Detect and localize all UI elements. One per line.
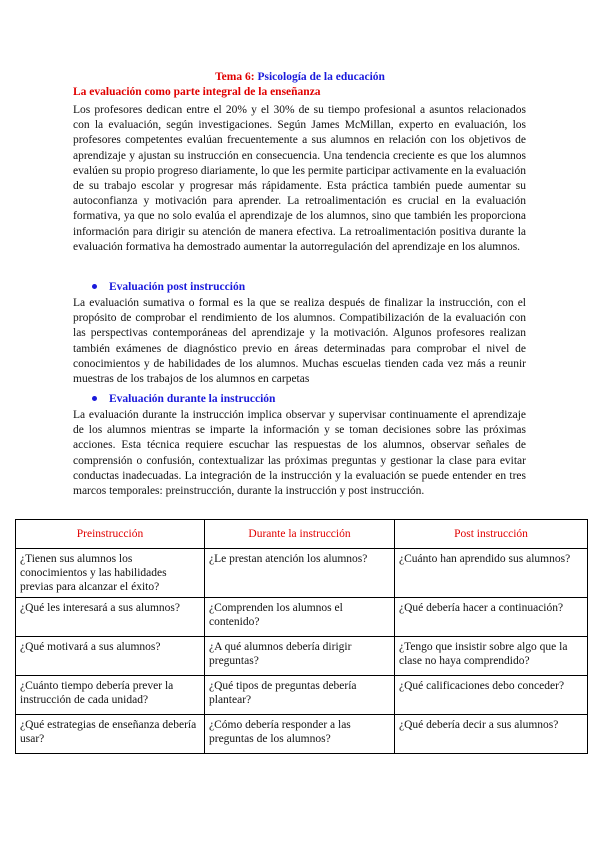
table-header: Durante la instrucción bbox=[205, 520, 395, 549]
table-cell: ¿Comprenden los alumnos el contenido? bbox=[205, 598, 395, 637]
table-cell: ¿Tienen sus alumnos los conocimientos y las habilidades previas para alcanzar el éxito? bbox=[16, 549, 205, 598]
table-cell: ¿Qué debería decir a sus alumnos? bbox=[395, 715, 588, 754]
table-cell: ¿Cuánto tiempo debería prever la instrucción de cada unidad? bbox=[16, 676, 205, 715]
table-row bbox=[16, 637, 588, 676]
table-row bbox=[16, 598, 588, 637]
table-cell: ¿A qué alumnos debería dirigir preguntas? bbox=[205, 637, 395, 676]
table-cell: ¿Qué tipos de preguntas debería plantear? bbox=[205, 676, 395, 715]
bullet-label: Evaluación post instrucción bbox=[109, 281, 246, 293]
title-accent: Psicología de la educación bbox=[257, 71, 385, 83]
bullet-durante-instruccion bbox=[92, 393, 275, 405]
table-row bbox=[16, 549, 588, 598]
paragraph-intro: Los profesores dedican entre el 20% y el 30% de su tiempo profesional a asuntos relacionados con la evaluación, según investigaciones. Según James McMillan, experto en evaluación, los profesores competentes evalúan frecuentemente a sus alumnos en relación con los objetivos de aprendizaje y ajustan su instrucción en consecuencia. Una tendencia creciente es que los alumnos evalúen su propio progreso diariamente, lo que les permite participar activamente en la evaluación de su trabajo escolar y progresar más rápidamente. Esta práctica también puede aumentar su autoconfianza y motivación para aprender. La retroalimentación es crucial en la evaluación formativa, ya que no solo evalúa el aprendizaje de los alumnos, sino que también les proporciona información para dirigir su atención de manera efectiva. La retroalimentación positiva durante la evaluación formativa ha demostrado aumentar la autorregulación del aprendizaje en los alumnos. bbox=[73, 104, 526, 253]
table-header: Post instrucción bbox=[395, 520, 588, 549]
paragraph-post: La evaluación sumativa o formal es la que se realiza después de finalizar la instrucción, con el propósito de comprobar el rendimiento de los alumnos. Compatibilización de la evaluación con las perspectivas contemporáneas del aprendizaje y la motivación. Algunos profesores realizan también exámenes de diagnóstico previo en áreas determinadas para comprobar el nivel de conocimientos y de habilidades de los alumnos. Muchas escuelas tienden cada vez más a reunir muestras de los trabajos de los alumnos en carpetas bbox=[73, 297, 526, 386]
table-cell: ¿Tengo que insistir sobre algo que la clase no haya comprendido? bbox=[395, 637, 588, 676]
table-cell: ¿Cuánto han aprendido sus alumnos? bbox=[395, 549, 588, 598]
evaluation-table bbox=[15, 519, 588, 754]
bullet-post-instruccion bbox=[92, 281, 245, 293]
bullet-dot-icon bbox=[92, 396, 97, 401]
table-header-row bbox=[16, 520, 588, 549]
table-cell: ¿Qué estrategias de enseñanza debería usar? bbox=[16, 715, 205, 754]
document-title bbox=[0, 71, 600, 83]
table-cell: ¿Qué motivará a sus alumnos? bbox=[16, 637, 205, 676]
bullet-dot-icon bbox=[92, 284, 97, 289]
table-header: Preinstrucción bbox=[16, 520, 205, 549]
table-cell: ¿Le prestan atención los alumnos? bbox=[205, 549, 395, 598]
table-cell: ¿Cómo debería responder a las preguntas de los alumnos? bbox=[205, 715, 395, 754]
bullet-label: Evaluación durante la instrucción bbox=[109, 393, 276, 405]
title-prefix: Tema 6: bbox=[215, 71, 258, 83]
section-heading: La evaluación como parte integral de la enseñanza bbox=[73, 86, 321, 98]
table-cell: ¿Qué debería hacer a continuación? bbox=[395, 598, 588, 637]
table-cell: ¿Qué les interesará a sus alumnos? bbox=[16, 598, 205, 637]
table-row bbox=[16, 676, 588, 715]
paragraph-durante: La evaluación durante la instrucción implica observar y supervisar continuamente el aprendizaje de los alumnos mientras se imparte la información y se toman decisiones sobre las próximas acciones. Esta técnica requiere escuchar las respuestas de los alumnos, observar señales de comprensión o confusión, contextualizar las próximas preguntas y gestionar la clase para evitar conductas inadecuadas. La integración de la instrucción y la evaluación se puede entender en tres marcos temporales: preinstrucción, durante la instrucción y post instrucción. bbox=[73, 409, 526, 498]
table-row bbox=[16, 715, 588, 754]
table-cell: ¿Qué calificaciones debo conceder? bbox=[395, 676, 588, 715]
